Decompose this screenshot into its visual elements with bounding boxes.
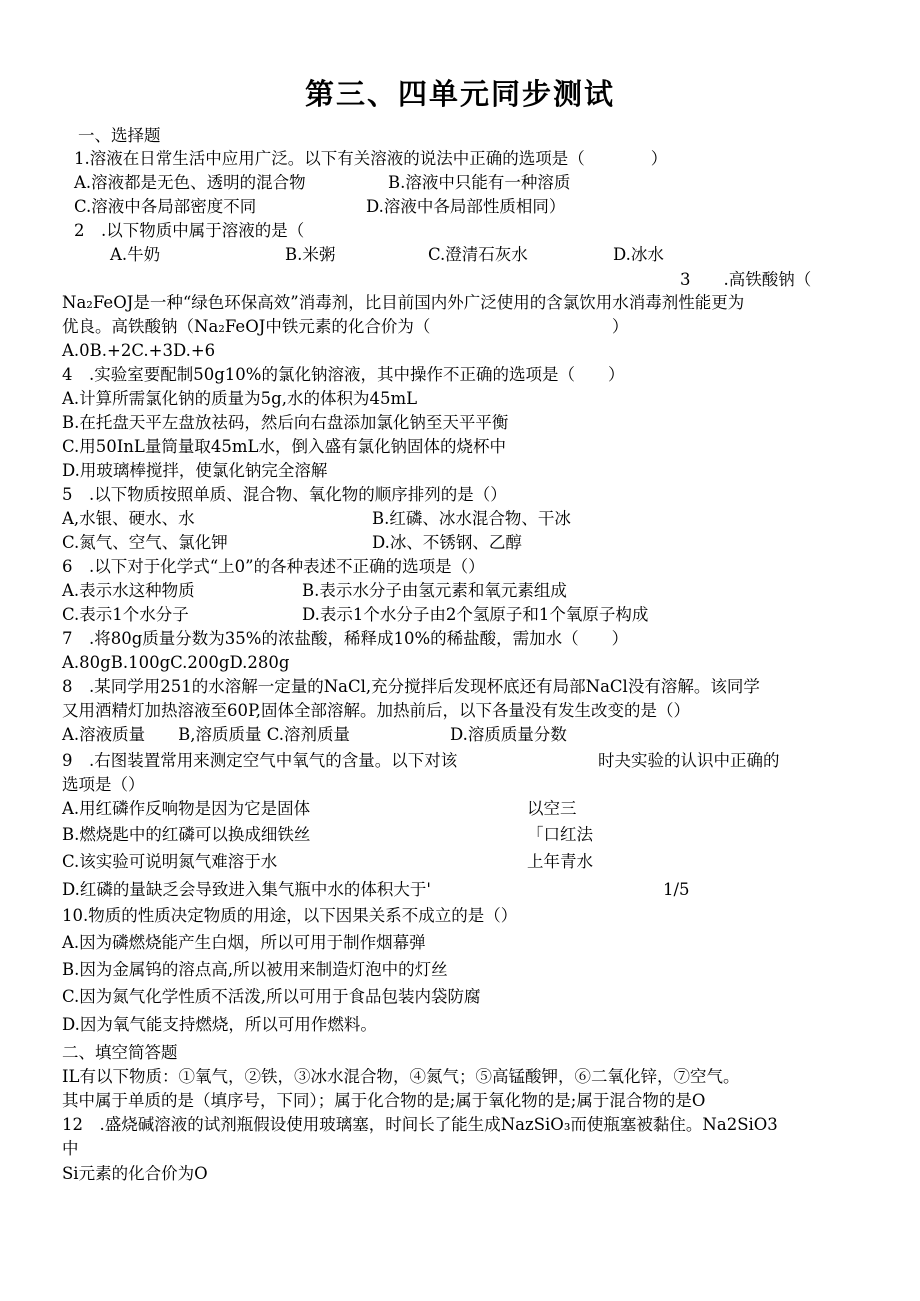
question-9-figure-text-3: 上年青水 — [527, 852, 593, 871]
question-9-figure-text-2: 「口红法 — [527, 825, 593, 844]
question-3-line-2: 优良。高铁酸钠（Na₂FeOJ中铁元素的化合价为（ ） — [62, 317, 629, 336]
question-4: 4 .实验室要配制50g10%的氯化钠溶液，其中操作不正确的选项是（ ） — [62, 365, 625, 384]
section-heading-fill: 二、填空简答题 — [62, 1043, 178, 1062]
question-3-options: A.0B.+2C.+3D.+6 — [62, 341, 216, 360]
question-2-option-c: C.澄清石灰水 — [428, 245, 528, 264]
page-title: 第三、四单元同步测试 — [304, 77, 615, 111]
question-6: 6 .以下对于化学式“上0”的各种表述不正确的选项是（） — [62, 557, 485, 576]
question-4-option-b: B.在托盘天平左盘放祛码，然后向右盘添加氯化钠至天平平衡 — [62, 413, 509, 432]
question-6-option-b: B.表示水分子由氢元素和氧元素组成 — [302, 581, 567, 600]
question-7-options: A.80gB.100gC.200gD.280g — [62, 653, 290, 672]
question-10-option-c: C.因为氮气化学性质不活泼,所以可用于食品包装内袋防腐 — [62, 987, 481, 1006]
question-6-option-a: A.表示水这种物质 — [62, 581, 195, 600]
question-8-options-abc: A.溶液质量 B,溶质质量 C.溶剂质量 — [62, 725, 351, 744]
question-9-option-b: B.燃烧匙中的红磷可以换成细铁丝 — [62, 825, 311, 844]
question-12-line-3: Si元素的化合价为O — [62, 1164, 208, 1183]
question-4-option-d: D.用玻璃棒搅拌，使氯化钠完全溶解 — [62, 461, 328, 480]
question-9-line-1-tail: 时夬实验的认识中正确的 — [598, 751, 780, 770]
question-9-option-a: A.用红磷作反响物是因为它是固体 — [62, 799, 311, 818]
question-3-number: 3 .高铁酸钠（ — [680, 270, 812, 289]
question-10-option-d: D.因为氧气能支持燃烧，所以可用作燃料。 — [62, 1015, 377, 1034]
question-6-option-d: D.表示1个水分子由2个氢原子和1个氧原子构成 — [302, 605, 649, 624]
question-11-line-2: 其中属于单质的是（填序号，下同）；属于化合物的是;属于氧化物的是;属于混合物的是O — [62, 1091, 706, 1110]
question-2-option-d: D.冰水 — [613, 245, 664, 264]
question-10: 10.物质的性质决定物质的用途，以下因果关系不成立的是（） — [62, 906, 518, 925]
question-1-option-c: C.溶液中各局部密度不同 — [74, 197, 257, 216]
question-2-option-b: B.米粥 — [285, 245, 336, 264]
question-1-option-d: D.溶液中各局部性质相同） — [366, 197, 566, 216]
question-8-line-2: 又用酒精灯加热溶液至60P,固体全部溶解。加热前后，以下各量没有发生改变的是（） — [62, 701, 690, 720]
question-12-line-1: 12 .盛烧碱溶液的试剂瓶假设使用玻璃塞，时间长了能生成NazSiO₃而使瓶塞被黏住。Na2SiO3 — [62, 1115, 778, 1134]
question-7: 7 .将80g质量分数为35%的浓盐酸，稀释成10%的稀盐酸，需加水（ ） — [62, 629, 629, 648]
question-4-option-a: A.计算所需氯化钠的质量为5g,水的体积为45mL — [62, 389, 418, 408]
question-2-option-a: A.牛奶 — [110, 245, 161, 264]
question-11-line-1: IL有以下物质：①氧气，②铁，③冰水混合物，④氮气；⑤高锰酸钾，⑥二氧化锌，⑦空气。 — [62, 1067, 740, 1086]
section-heading-choice: 一、选择题 — [78, 126, 161, 145]
question-9-line-2: 选项是（） — [62, 775, 145, 794]
question-9-line-1: 9 .右图装置常用来测定空气中氧气的含量。以下对该 — [62, 751, 458, 770]
question-1-option-b: B.溶液中只能有一种溶质 — [388, 173, 571, 192]
question-3-line-1: Na₂FeOJ是一种“绿色环保高效”消毒剂，比目前国内外广泛使用的含氯饮用水消毒剂性能更为 — [62, 293, 745, 312]
question-5: 5 .以下物质按照单质、混合物、氧化物的顺序排列的是（） — [62, 485, 507, 504]
question-8-option-d: D.溶质质量分数 — [450, 725, 567, 744]
question-9-option-c: C.该实验可说明氮气难溶于水 — [62, 852, 278, 871]
question-9-option-d: D.红磷的量缺乏会导致进入集气瓶中水的体积大于' — [62, 880, 431, 899]
question-1: 1.溶液在日常生活中应用广泛。以下有关溶液的说法中正确的选项是（ ） — [74, 149, 668, 168]
question-9-figure-text-1: 以空三 — [527, 799, 577, 818]
question-10-option-a: A.因为磷燃烧能产生白烟，所以可用于制作烟幕弹 — [62, 933, 426, 952]
question-2: 2 .以下物质中属于溶液的是（ — [74, 221, 305, 240]
question-1-option-a: A.溶液都是无色、透明的混合物 — [74, 173, 306, 192]
question-6-option-c: C.表示1个水分子 — [62, 605, 189, 624]
question-5-option-c: C.氮气、空气、氯化钾 — [62, 533, 228, 552]
question-8-line-1: 8 .某同学用251的水溶解一定量的NaCl,充分搅拌后发现杯底还有局部NaCl没有溶解。该同学 — [62, 677, 760, 696]
question-5-option-a: A,水银、硬水、水 — [62, 509, 195, 528]
question-5-option-b: B.红磷、冰水混合物、干冰 — [372, 509, 571, 528]
question-9-option-d-fraction: 1/5 — [663, 880, 690, 899]
question-4-option-c: C.用50InL量筒量取45mL水，倒入盛有氯化钠固体的烧杯中 — [62, 437, 506, 456]
question-10-option-b: B.因为金属钨的溶点高,所以被用来制造灯泡中的灯丝 — [62, 960, 448, 979]
question-12-line-2: 中 — [62, 1139, 79, 1158]
question-5-option-d: D.冰、不锈钢、乙醇 — [372, 533, 522, 552]
